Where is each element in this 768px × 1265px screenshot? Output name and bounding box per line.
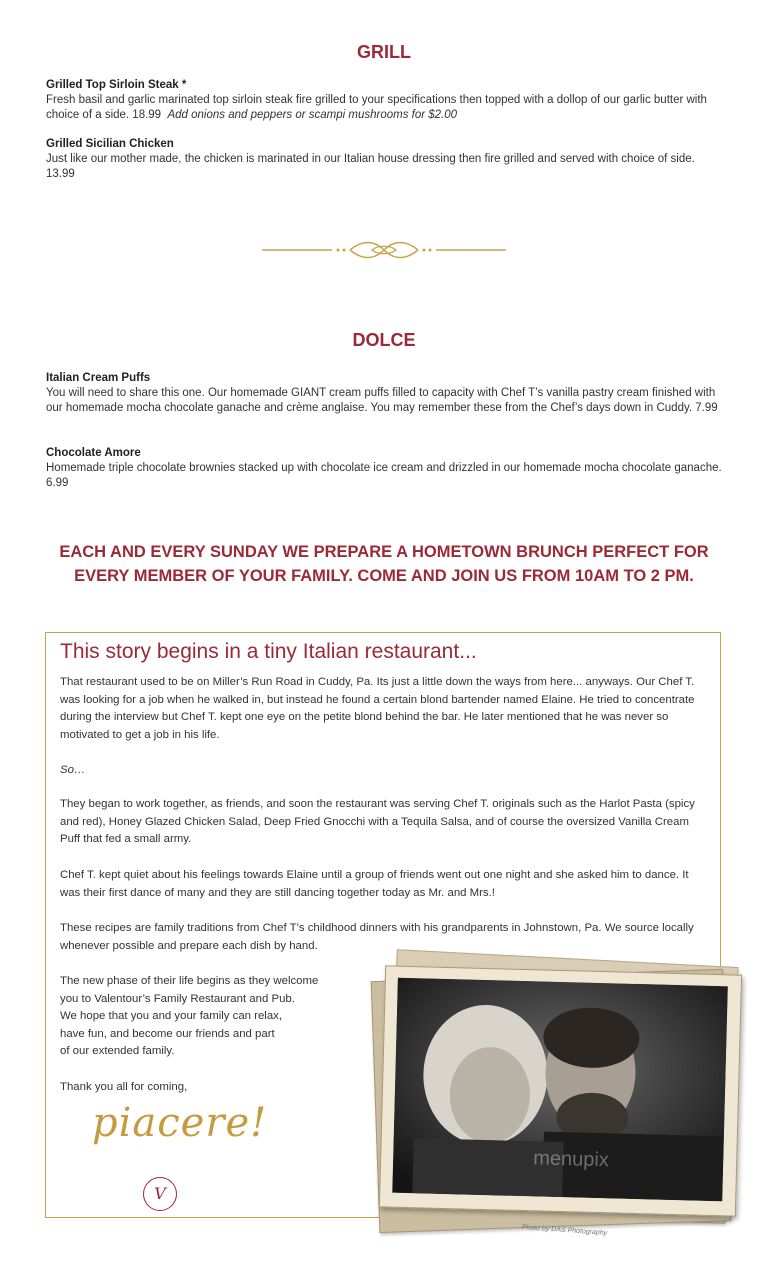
ornament-divider: [262, 238, 506, 262]
dolce-title: DOLCE: [352, 330, 416, 350]
menu-item: [46, 78, 724, 123]
item-name: Grilled Sicilian Chicken: [46, 138, 174, 150]
brunch-line: EACH AND EVERY SUNDAY WE PREPARE A HOMETOWN BRUNCH PERFECT FOR: [59, 543, 709, 561]
menu-item: [46, 371, 724, 416]
story-paragraph: [60, 762, 710, 780]
story-title: This story begins in a tiny Italian restaurant...: [60, 640, 477, 663]
story-line: We hope that you and your family can relax,: [60, 1010, 283, 1022]
photo-stack: [360, 950, 750, 1240]
story-line: The new phase of their life begins as they welcome: [60, 975, 319, 987]
story-line: of our extended family.: [60, 1045, 175, 1057]
signature: piacere!: [92, 1100, 268, 1146]
story-paragraph: [60, 973, 360, 1061]
photo-credit: Photo by DAS Photography: [521, 1224, 608, 1237]
story-paragraph: Chef T. kept quiet about his feelings towards Elaine until a group of friends went out one night and she asked him to dance. It was their first dance of many and they are still dancing together today as Mr. and Mrs.!: [60, 869, 689, 899]
item-description: You will need to share this one. Our homemade GIANT cream puffs filled to capacity with Chef T’s vanilla pastry cream finished with our homemade mocha chocolate ganache and crème anglaise. You may remember these from the Chef’s days down in Cuddy. 7.99: [46, 387, 718, 414]
grill-title: GRILL: [357, 42, 411, 62]
story-paragraph: These recipes are family traditions from Chef T’s childhood dinners with his grandparents in Johnstown, Pa. We source locally whenever possible and prepare each dish by hand.: [60, 922, 694, 952]
story-paragraph: They began to work together, as friends, and soon the restaurant was serving Chef T. originals such as the Harlot Pasta (spicy and red), Honey Glazed Chicken Salad, Deep Fried Gnocchi with a Tequila Salsa, and of course the oversized Vanilla Cream Puff that fed a small army.: [60, 798, 695, 845]
item-description: [46, 93, 724, 123]
item-extra: Add onions and peppers or scampi mushrooms for $2.00: [167, 109, 458, 121]
menu-item: [46, 137, 724, 182]
restaurant-logo: V: [143, 1177, 177, 1211]
story-so: So…: [60, 764, 86, 776]
item-name: Grilled Top Sirloin Steak *: [46, 79, 187, 91]
item-description: Just like our mother made, the chicken is marinated in our Italian house dressing then fire grilled and served with choice of side. 13.99: [46, 153, 695, 180]
brunch-line: EVERY MEMBER OF YOUR FAMILY. COME AND JOIN US FROM 10AM TO 2 PM.: [74, 567, 694, 585]
couple-photo: [379, 965, 742, 1216]
item-desc-text: Fresh basil and garlic marinated top sirloin steak fire grilled to your specifications then topped with a dollop of our garlic butter with choice of a side. 18.99: [46, 94, 707, 121]
brunch-announcement: [30, 540, 738, 588]
menu-item: [46, 446, 724, 491]
item-description: Homemade triple chocolate brownies stacked up with chocolate ice cream and drizzled in our homemade mocha chocolate ganache. 6.99: [46, 462, 722, 489]
couple-photo-image: [392, 978, 728, 1202]
story-paragraph: That restaurant used to be on Miller’s Run Road in Cuddy, Pa. Its just a little down the ways from here... anyways. Our Chef T. was looking for a job when he walked in, but instead he found a certain blond bartender named Elaine. He tried to concentrate during the interview but Chef T. kept one eye on the petite blond behind the bar. He later mentioned that he was never so motivated to get a job in his life.: [60, 676, 695, 741]
photo-watermark: menupix: [532, 1147, 610, 1172]
item-name: Chocolate Amore: [46, 447, 141, 459]
story-line: have fun, and become our friends and part: [60, 1027, 275, 1040]
couple-illustration: [392, 978, 728, 1202]
story-line: you to Valentour’s Family Restaurant and Pub.: [60, 992, 295, 1005]
item-name: Italian Cream Puffs: [46, 372, 151, 384]
story-closing: Thank you all for coming,: [60, 1081, 188, 1093]
